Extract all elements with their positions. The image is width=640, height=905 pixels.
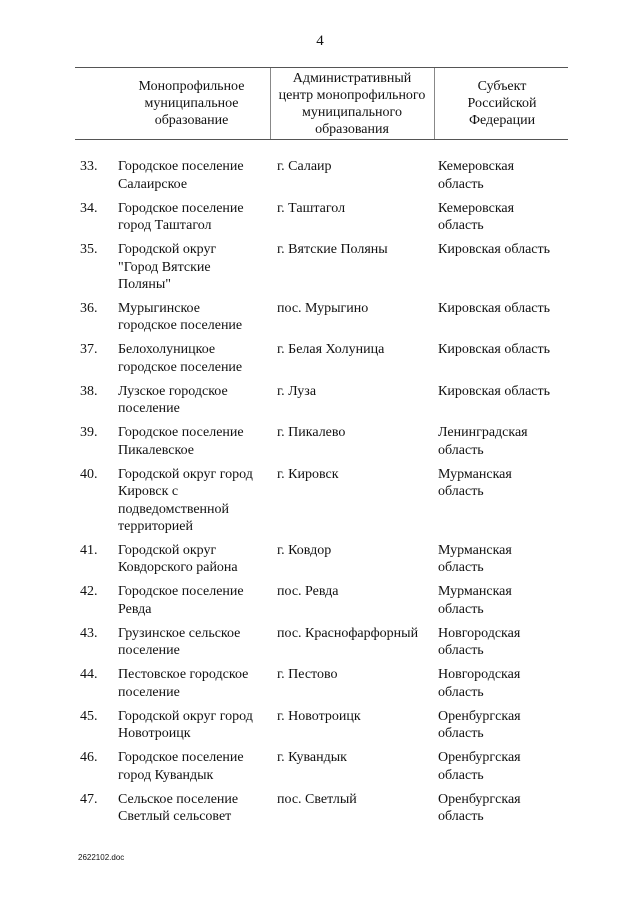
- row-municipality: Городское поселение город Кувандык: [118, 750, 244, 783]
- row-number: 43.: [80, 625, 98, 641]
- row-municipality: Городское поселение Салаирское: [118, 159, 244, 192]
- row-admin-center: г. Ковдор: [277, 542, 332, 558]
- header-municipality: Монопрофильное муниципальное образование: [138, 79, 245, 128]
- row-federal-subject: Оренбургская область: [438, 708, 521, 741]
- row-federal-subject: Оренбургская область: [438, 791, 521, 824]
- header-federal-subject: Субъект Российской Федерации: [434, 68, 569, 139]
- row-number: 47.: [80, 791, 98, 807]
- header-admin-center: Административный центр монопрофильного муниципального образования: [270, 68, 433, 139]
- row-number: 40.: [80, 466, 98, 482]
- row-federal-subject: Ленинградская область: [438, 425, 528, 458]
- row-number: 33.: [80, 159, 98, 174]
- row-admin-center: г. Новотроицк: [277, 708, 361, 724]
- row-federal-subject: Кировская область: [438, 300, 551, 316]
- row-federal-subject: Оренбургская область: [438, 750, 521, 783]
- row-number: 39.: [80, 425, 98, 440]
- row-municipality: Городское поселение Ревда: [118, 584, 244, 617]
- row-municipality: Белохолуницкое городское поселение: [118, 342, 243, 375]
- row-federal-subject: Кемеровская область: [438, 200, 515, 233]
- row-municipality: Лузское городское поселение: [118, 383, 228, 416]
- table-body: [0, 158, 640, 832]
- table-row: [0, 625, 640, 667]
- row-federal-subject: Кировская область: [438, 383, 551, 399]
- row-federal-subject: Мурманская область: [438, 584, 512, 617]
- row-municipality: Мурыгинское городское поселение: [118, 300, 243, 333]
- row-number: 45.: [80, 708, 98, 724]
- row-admin-center: г. Кувандык: [277, 750, 347, 765]
- table-row: [0, 158, 640, 200]
- row-admin-center: г. Белая Холуница: [277, 342, 385, 357]
- row-federal-subject: Мурманская область: [438, 542, 512, 575]
- row-admin-center: г. Таштагол: [277, 200, 346, 216]
- row-number: 44.: [80, 667, 98, 682]
- table-row: [0, 241, 640, 300]
- row-federal-subject: Кировская область: [438, 242, 551, 257]
- row-number: 35.: [80, 242, 98, 257]
- row-number: 34.: [80, 200, 98, 216]
- table-row: [0, 200, 640, 242]
- row-number: 36.: [80, 300, 98, 316]
- row-admin-center: пос. Краснофарфорный: [277, 625, 419, 641]
- table-row: [0, 300, 640, 342]
- row-admin-center: пос. Светлый: [277, 791, 357, 807]
- row-number: 46.: [80, 750, 98, 765]
- row-number: 37.: [80, 342, 98, 357]
- row-federal-subject: Новгородская область: [438, 667, 521, 700]
- row-admin-center: г. Пестово: [277, 667, 338, 682]
- row-number: 42.: [80, 584, 98, 599]
- table-row: [0, 424, 640, 466]
- row-federal-subject: Мурманская область: [438, 466, 512, 499]
- row-admin-center: пос. Мурыгино: [277, 300, 369, 316]
- row-admin-center: г. Пикалево: [277, 425, 346, 440]
- table-row: [0, 666, 640, 708]
- document-filename: 2622102.doc: [78, 853, 125, 862]
- row-municipality: Городской округ Ковдорского района: [118, 542, 238, 575]
- row-municipality: Городской округ "Город Вятские Поляны": [118, 242, 217, 292]
- table-row: [0, 341, 640, 383]
- row-federal-subject: Кировская область: [438, 342, 551, 357]
- row-municipality: Городской округ город Новотроицк: [118, 708, 253, 741]
- row-admin-center: г. Вятские Поляны: [277, 242, 388, 257]
- table-row: [0, 791, 640, 833]
- table-row: [0, 708, 640, 750]
- row-admin-center: г. Салаир: [277, 159, 332, 174]
- row-municipality: Городской округ город Кировск с подведомственной территорией: [118, 466, 253, 534]
- page-number: 4: [316, 33, 324, 49]
- row-admin-center: г. Луза: [277, 383, 317, 399]
- row-number: 41.: [80, 542, 98, 558]
- row-municipality: Сельское поселение Светлый сельсовет: [118, 791, 239, 824]
- row-municipality: Пестовское городское поселение: [118, 667, 249, 700]
- row-municipality: Городское поселение Пикалевское: [118, 425, 244, 458]
- row-number: 38.: [80, 383, 98, 399]
- table-row: [0, 383, 640, 425]
- row-admin-center: г. Кировск: [277, 466, 339, 482]
- table-header: [75, 67, 568, 140]
- table-row: [0, 466, 640, 542]
- table-row: [0, 542, 640, 584]
- table-row: [0, 583, 640, 625]
- table-row: [0, 749, 640, 791]
- row-federal-subject: Кемеровская область: [438, 159, 515, 192]
- row-municipality: Городское поселение город Таштагол: [118, 200, 244, 233]
- row-admin-center: пос. Ревда: [277, 584, 339, 599]
- row-municipality: Грузинское сельское поселение: [118, 625, 241, 658]
- row-federal-subject: Новгородская область: [438, 625, 521, 658]
